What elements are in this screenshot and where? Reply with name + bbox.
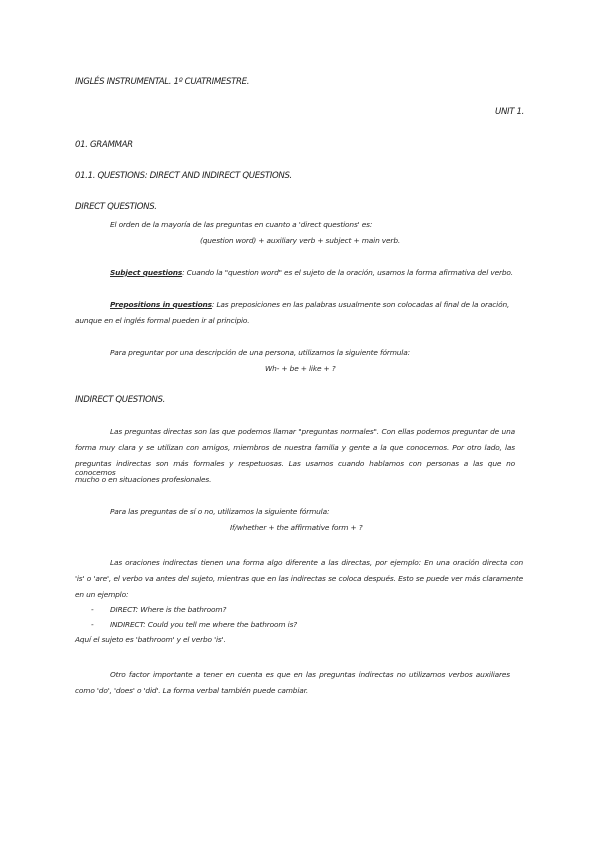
indirect-paragraph-1-line-4: mucho o en situaciones profesionales. <box>75 475 212 484</box>
yes-no-formula: If/whether + the affirmative form + ? <box>230 523 363 532</box>
prepositions-paragraph-line-2: aunque en el inglés formal pueden ir al principio. <box>75 316 250 325</box>
direct-intro-text: El orden de la mayoría de las preguntas en cuanto a 'direct questions' es: <box>110 220 373 229</box>
example-note: Aquí el sujeto es 'bathroom' y el verbo 'is'. <box>75 635 226 644</box>
direct-questions-heading: DIRECT QUESTIONS. <box>75 202 157 212</box>
description-formula: Wh- + be + like + ? <box>265 364 336 373</box>
description-intro-text: Para preguntar por una descripción de una persona, utilizamos la siguiente fórmula: <box>110 348 410 357</box>
section-grammar-heading: 01. GRAMMAR <box>75 140 133 150</box>
section-questions-heading: 01.1. QUESTIONS: DIRECT AND INDIRECT QUESTIONS. <box>75 171 292 181</box>
indirect-paragraph-3-line-2: como 'do', 'does' o 'did'. La forma verbal también puede cambiar. <box>75 686 309 695</box>
indirect-questions-heading: INDIRECT QUESTIONS. <box>75 395 165 405</box>
indirect-paragraph-2-line-2: 'is' o 'are', el verbo va antes del sujeto, mientras que en las indirectas se coloca después. Esto se puede ver más claramente <box>75 574 523 583</box>
example-bullet: - <box>91 605 94 614</box>
indirect-paragraph-1-line-2: forma muy clara y se utilizan con amigos, miembros de nuestra familia y gente a la que conocemos. Por otro lado, las <box>75 443 515 452</box>
indirect-paragraph-2-line-1: Las oraciones indirectas tienen una forma algo diferente a las directas, por ejemplo: En una oración directa con <box>110 558 523 567</box>
example-direct: DIRECT: Where is the bathroom? <box>110 605 227 614</box>
example-indirect: INDIRECT: Could you tell me where the bathroom is? <box>110 620 298 629</box>
prepositions-paragraph-line-1 <box>110 300 509 309</box>
indirect-paragraph-3-line-1: Otro factor importante a tener en cuenta es que en las preguntas indirectas no utilizamos verbos auxiliares <box>110 670 510 679</box>
unit-label: UNIT 1. <box>495 107 524 117</box>
example-bullet: - <box>91 620 94 629</box>
direct-formula: (question word) + auxiliary verb + subject + main verb. <box>200 236 401 245</box>
subject-questions-label: Subject questions <box>110 268 183 277</box>
prepositions-text: : Las preposiciones en las palabras usualmente son colocadas al final de la oración, <box>211 300 510 309</box>
course-title: INGLÉS INSTRUMENTAL. 1º CUATRIMESTRE. <box>75 77 250 87</box>
indirect-paragraph-2-line-3: en un ejemplo: <box>75 590 129 599</box>
indirect-paragraph-1-line-1: Las preguntas directas son las que podemos llamar "preguntas normales". Con ellas podemos preguntar de una <box>110 427 515 436</box>
prepositions-label: Prepositions in questions <box>110 300 212 309</box>
subject-questions-paragraph <box>110 268 513 277</box>
indirect-paragraph-1-line-3: preguntas indirectas son más formales y respetuosas. Las usamos cuando hablamos con personas a las que no conocemos <box>75 459 515 477</box>
subject-questions-text: : Cuando la "question word" es el sujeto de la oración, usamos la forma afirmativa del verbo. <box>182 268 514 277</box>
yes-no-intro-text: Para las preguntas de sí o no, utilizamos la siguiente fórmula: <box>110 507 330 516</box>
